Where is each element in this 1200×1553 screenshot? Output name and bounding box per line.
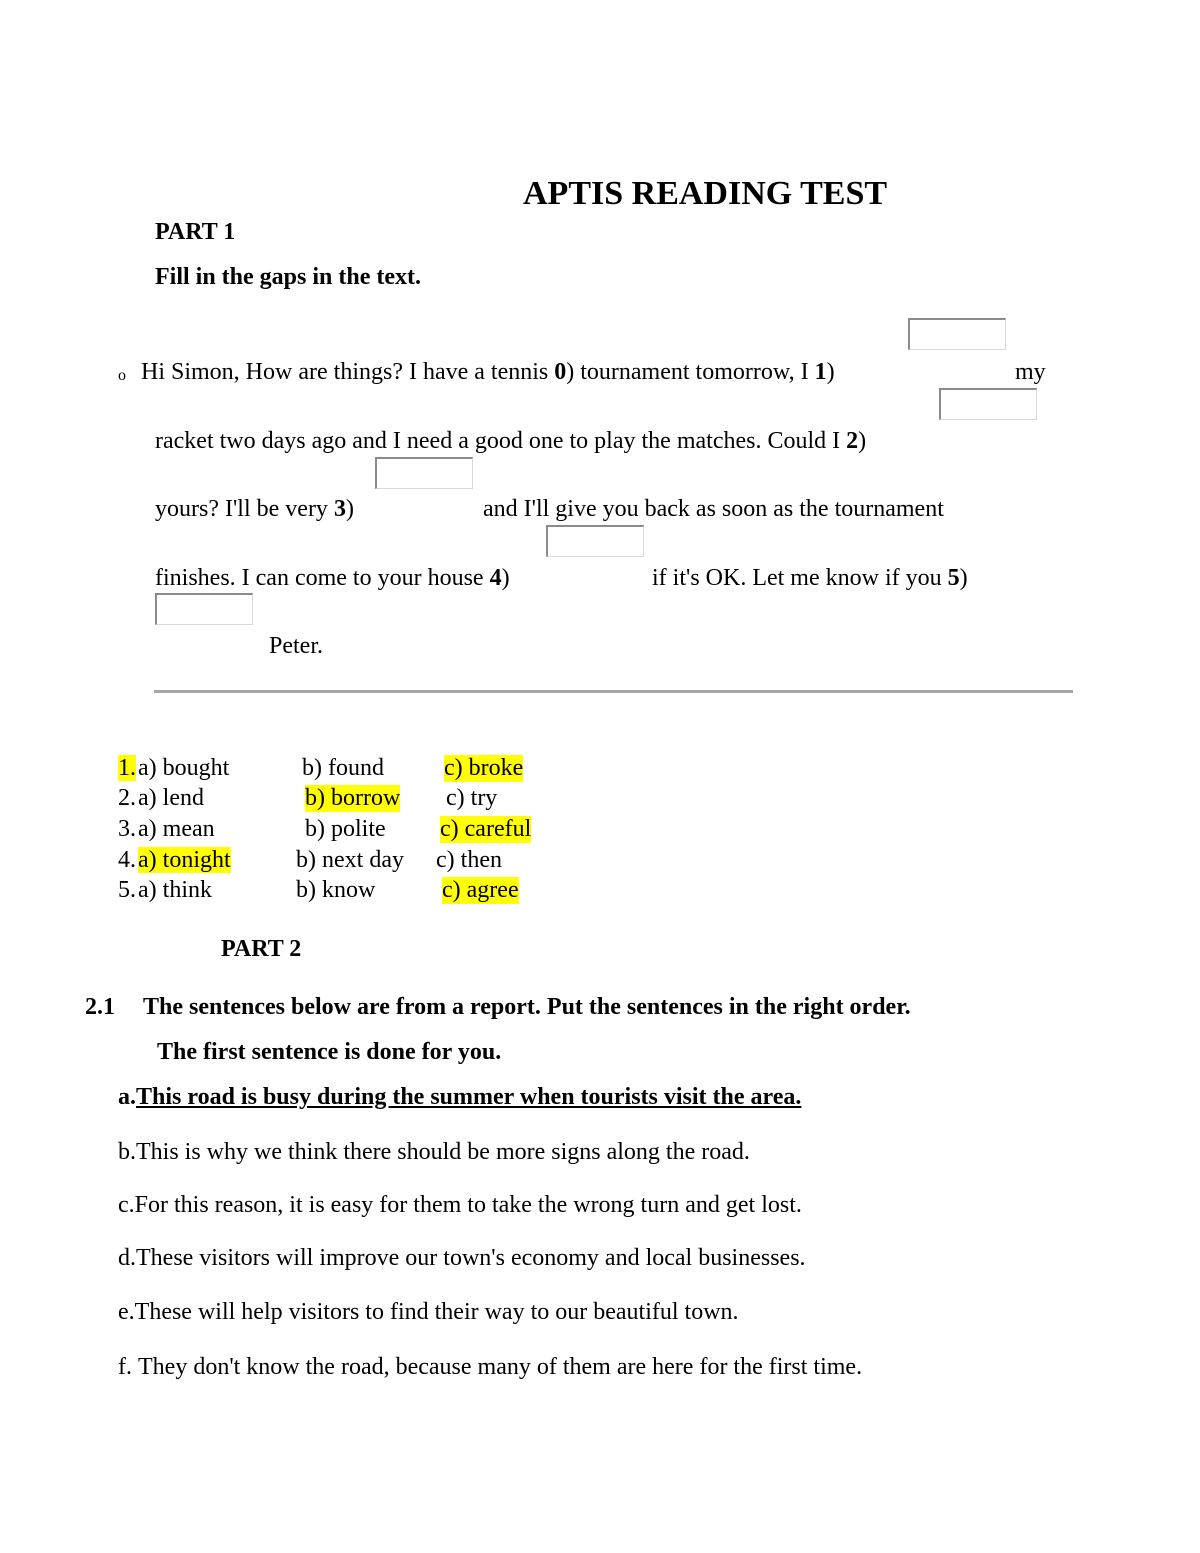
sentence-b[interactable] (118, 1139, 750, 1166)
sentence-d[interactable] (118, 1245, 806, 1272)
sentence-text: For this reason, it is easy for them to take the wrong turn and get lost. (134, 1192, 802, 1218)
passage-line-1: Hi Simon, How are things? I have a tennis 0) tournament tomorrow, I 1) (141, 359, 835, 385)
option-b[interactable]: b) found (302, 755, 384, 781)
sentence-letter: b. (118, 1139, 136, 1165)
option-b[interactable]: b) know (296, 877, 376, 903)
option-c[interactable]: c) then (436, 847, 502, 873)
option-row-3 (118, 816, 215, 843)
sentence-letter: f. (118, 1354, 132, 1380)
sentence-text: These visitors will improve our town's economy and local businesses. (136, 1245, 806, 1271)
option-c-selected[interactable]: c) agree (442, 877, 519, 903)
part1-instruction: Fill in the gaps in the text. (155, 264, 422, 290)
sentence-text: They don't know the road, because many of them are here for the first time. (138, 1354, 863, 1380)
part2-heading: PART 2 (221, 936, 302, 962)
sentence-a (118, 1084, 801, 1111)
option-number: 3. (118, 816, 136, 842)
option-row-4 (118, 847, 231, 874)
divider-line (154, 690, 1073, 693)
sentence-c[interactable] (118, 1192, 802, 1219)
sentence-letter: d. (118, 1245, 136, 1271)
gap-3-input[interactable] (375, 457, 473, 489)
option-c-selected[interactable]: c) careful (440, 816, 532, 842)
question-text: The sentences below are from a report. Put the sentences in the right order. (143, 994, 911, 1020)
sentence-text: These will help visitors to find their way to our beautiful town. (134, 1299, 739, 1325)
option-a-selected[interactable]: a) tonight (138, 847, 231, 873)
option-number: 1. (118, 755, 136, 781)
page-title: APTIS READING TEST (523, 175, 888, 212)
gap-5-input[interactable] (155, 593, 253, 625)
gap-4-input[interactable] (546, 525, 644, 557)
sentence-text: This is why we think there should be more signs along the road. (136, 1139, 750, 1165)
sentence-letter: e. (118, 1299, 135, 1325)
option-a[interactable]: a) think (138, 877, 212, 903)
part1-heading: PART 1 (155, 219, 236, 245)
gap-1-input[interactable] (908, 318, 1006, 350)
passage-line-4: finishes. I can come to your house 4) (155, 565, 510, 591)
question-text-2: The first sentence is done for you. (157, 1039, 502, 1065)
passage-line-4-end: if it's OK. Let me know if you 5) (652, 565, 968, 591)
option-a[interactable]: a) lend (138, 785, 204, 811)
sentence-letter: a. (118, 1084, 136, 1110)
option-b-selected[interactable]: b) borrow (305, 785, 401, 811)
sentence-f[interactable] (118, 1354, 862, 1381)
option-number: 2. (118, 785, 136, 811)
passage-line-1-end: my (1015, 359, 1046, 385)
passage-line-3-end: and I'll give you back as soon as the tournament (483, 496, 944, 522)
option-c[interactable]: c) try (446, 785, 498, 811)
sentence-letter: c. (118, 1192, 135, 1218)
option-c-selected[interactable]: c) broke (444, 755, 524, 781)
passage-signoff: Peter. (269, 633, 323, 659)
option-b[interactable]: b) polite (305, 816, 386, 842)
option-number: 4. (118, 847, 136, 873)
question-number: 2.1 (85, 994, 115, 1020)
bullet-marker: o (118, 367, 126, 384)
option-b[interactable]: b) next day (296, 847, 404, 873)
option-row-1 (118, 755, 229, 782)
option-a[interactable]: a) bought (138, 755, 230, 781)
option-row-2 (118, 785, 204, 812)
sentence-text: This road is busy during the summer when tourists visit the area. (136, 1084, 802, 1110)
option-a[interactable]: a) mean (138, 816, 215, 842)
option-row-5 (118, 877, 212, 904)
sentence-e[interactable] (118, 1299, 739, 1326)
option-number: 5. (118, 877, 136, 903)
gap-2-input[interactable] (939, 388, 1037, 420)
passage-line-2: racket two days ago and I need a good one to play the matches. Could I 2) (155, 428, 867, 454)
passage-line-3: yours? I'll be very 3) (155, 496, 354, 522)
